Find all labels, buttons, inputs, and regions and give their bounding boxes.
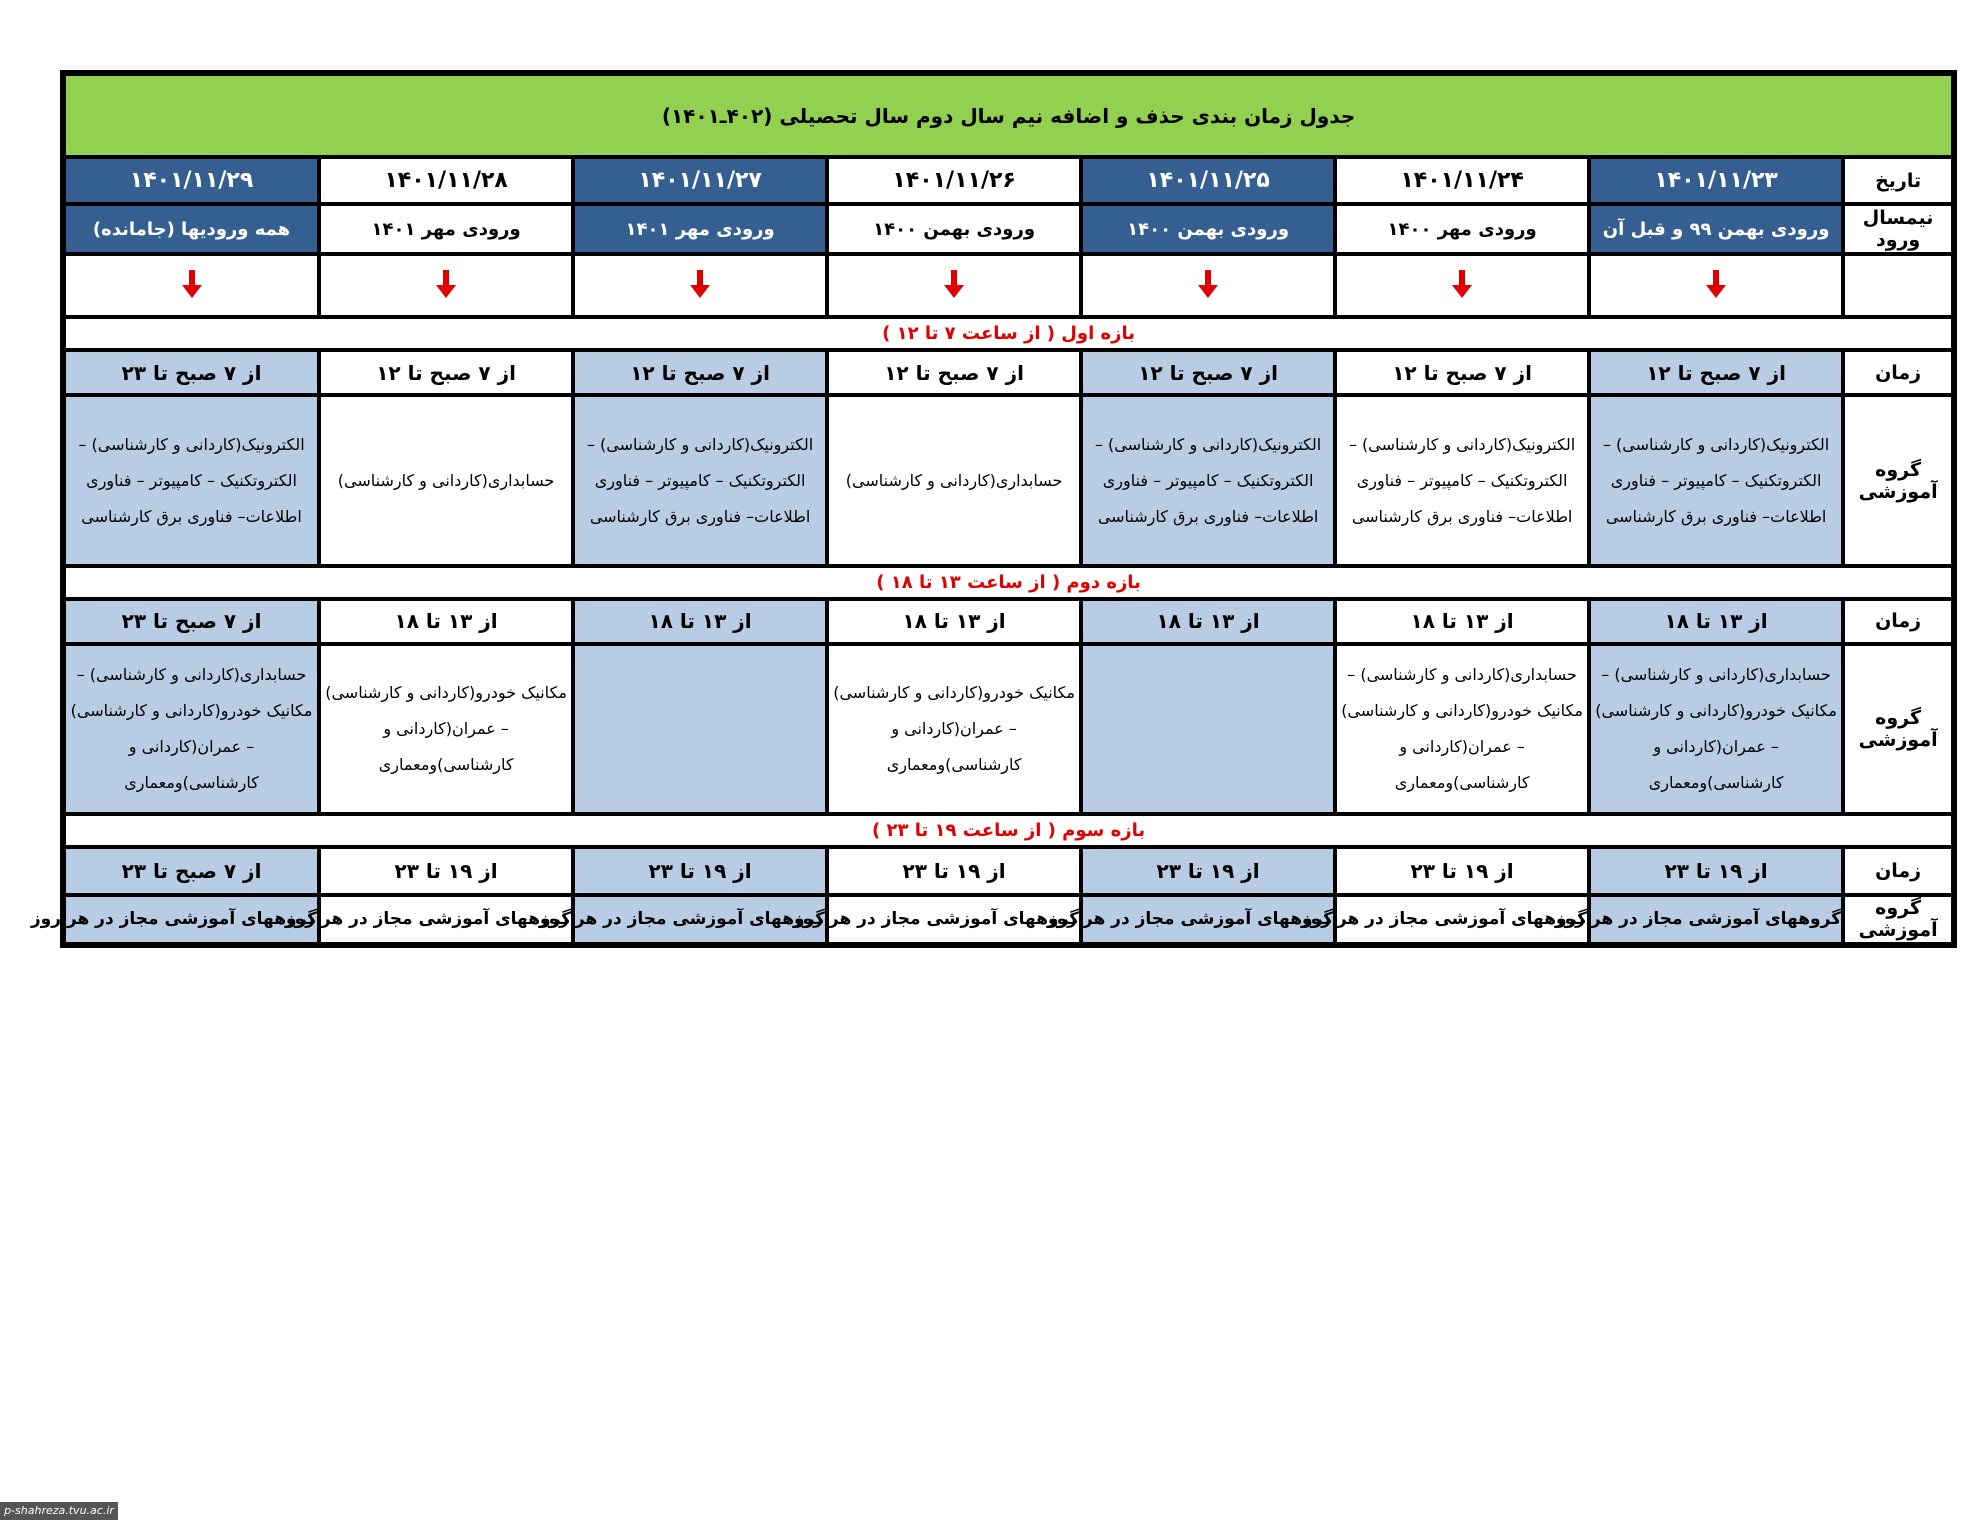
period-1-time-row xyxy=(63,350,1954,395)
groups-cell: الکترونیک(کاردانی و کارشناسی) – الکتروتکنیک – کامپیوتر – فناوری اطلاعات– فناوری برق کارشناسی xyxy=(63,395,319,565)
label-group: گروه آموزشی xyxy=(1843,644,1954,814)
arrow-cell xyxy=(573,254,827,318)
arrow-cell xyxy=(827,254,1081,318)
label-date: تاریخ xyxy=(1843,157,1954,204)
period-3-header: بازه سوم ( از ساعت ۱۹ تا ۲۳ ) xyxy=(63,814,1954,847)
time-cell: از ۷ صبح تا ۱۲ xyxy=(573,350,827,395)
groups-cell xyxy=(573,644,827,814)
groups-cell: حسابداری(کاردانی و کارشناسی) xyxy=(827,395,1081,565)
entry-cell: همه ورودیها (جامانده) xyxy=(63,204,319,253)
allowed-groups-cell: گروههای آموزشی مجاز در هر روز xyxy=(573,895,827,945)
date-cell: ۱۴۰۱/۱۱/۲۵ xyxy=(1081,157,1335,204)
groups-cell: الکترونیک(کاردانی و کارشناسی) – الکتروتکنیک – کامپیوتر – فناوری اطلاعات– فناوری برق کارشناسی xyxy=(1335,395,1589,565)
allowed-groups-cell: گروههای آموزشی مجاز در هر روز xyxy=(1081,895,1335,945)
period-3-time-row xyxy=(63,847,1954,894)
date-cell: ۱۴۰۱/۱۱/۲۸ xyxy=(319,157,573,204)
time-cell: از ۷ صبح تا ۱۲ xyxy=(1081,350,1335,395)
period-1-groups-row xyxy=(63,395,1954,565)
groups-cell: مکانیک خودرو(کاردانی و کارشناسی) – عمران(کاردانی و کارشناسی)ومعماری xyxy=(827,644,1081,814)
date-cell: ۱۴۰۱/۱۱/۲۷ xyxy=(573,157,827,204)
time-cell: از ۷ صبح تا ۱۲ xyxy=(319,350,573,395)
arrow-down-icon xyxy=(689,269,711,299)
entry-cell: ورودی مهر ۱۴۰۰ xyxy=(1335,204,1589,253)
label-group: گروه آموزشی xyxy=(1843,395,1954,565)
time-cell: از ۱۹ تا ۲۳ xyxy=(319,847,573,894)
time-cell: از ۷ صبح تا ۲۳ xyxy=(63,599,319,644)
arrow-cell xyxy=(1335,254,1589,318)
time-cell: از ۱۳ تا ۱۸ xyxy=(319,599,573,644)
entry-cell: ورودی بهمن ۱۴۰۰ xyxy=(1081,204,1335,253)
arrow-down-icon xyxy=(943,269,965,299)
arrow-row-label xyxy=(1843,254,1954,318)
table-title: جدول زمان بندی حذف و اضافه نیم سال دوم سال تحصیلی (۴۰۲ـ۱۴۰۱) xyxy=(63,73,1954,157)
groups-cell: حسابداری(کاردانی و کارشناسی) – مکانیک خودرو(کاردانی و کارشناسی) – عمران(کاردانی و کارشناسی)ومعماری xyxy=(63,644,319,814)
period-3-groups-row xyxy=(63,895,1954,945)
date-cell: ۱۴۰۱/۱۱/۲۳ xyxy=(1589,157,1843,204)
arrow-down-icon xyxy=(1451,269,1473,299)
allowed-groups-cell: گروههای آموزشی مجاز در هر روز xyxy=(319,895,573,945)
groups-cell: حسابداری(کاردانی و کارشناسی) – مکانیک خودرو(کاردانی و کارشناسی) – عمران(کاردانی و کارشناسی)ومعماری xyxy=(1589,644,1843,814)
label-group: گروه آموزشی xyxy=(1843,895,1954,945)
arrow-cell xyxy=(1589,254,1843,318)
time-cell: از ۷ صبح تا ۱۲ xyxy=(1335,350,1589,395)
entry-cell: ورودی مهر ۱۴۰۱ xyxy=(319,204,573,253)
time-cell: از ۷ صبح تا ۱۲ xyxy=(827,350,1081,395)
time-cell: از ۱۳ تا ۱۸ xyxy=(827,599,1081,644)
time-cell: از ۱۹ تا ۲۳ xyxy=(1081,847,1335,894)
time-cell: از ۱۳ تا ۱۸ xyxy=(1589,599,1843,644)
groups-cell: حسابداری(کاردانی و کارشناسی) – مکانیک خودرو(کاردانی و کارشناسی) – عمران(کاردانی و کارشناسی)ومعماری xyxy=(1335,644,1589,814)
entry-row xyxy=(63,204,1954,253)
watermark: p-shahreza.tvu.ac.ir xyxy=(0,1502,118,1520)
groups-cell: الکترونیک(کاردانی و کارشناسی) – الکتروتکنیک – کامپیوتر – فناوری اطلاعات– فناوری برق کارشناسی xyxy=(1589,395,1843,565)
time-cell: از ۱۳ تا ۱۸ xyxy=(1335,599,1589,644)
date-cell: ۱۴۰۱/۱۱/۲۹ xyxy=(63,157,319,204)
allowed-groups-cell: گروههای آموزشی مجاز در هر روز xyxy=(1335,895,1589,945)
time-cell: از ۱۹ تا ۲۳ xyxy=(573,847,827,894)
date-row xyxy=(63,157,1954,204)
arrow-cell xyxy=(319,254,573,318)
allowed-groups-cell: گروههای آموزشی مجاز در هر روز xyxy=(827,895,1081,945)
allowed-groups-cell: گروههای آموزشی مجاز در هر روز xyxy=(63,895,319,945)
period-2-time-row xyxy=(63,599,1954,644)
time-cell: از ۷ صبح تا ۲۳ xyxy=(63,847,319,894)
arrow-cell xyxy=(63,254,319,318)
period-1-header: بازه اول ( از ساعت ۷ تا ۱۲ ) xyxy=(63,317,1954,350)
groups-cell: حسابداری(کاردانی و کارشناسی) xyxy=(319,395,573,565)
groups-cell: مکانیک خودرو(کاردانی و کارشناسی) – عمران(کاردانی و کارشناسی)ومعماری xyxy=(319,644,573,814)
arrow-down-icon xyxy=(181,269,203,299)
period-2-header: بازه دوم ( از ساعت ۱۳ تا ۱۸ ) xyxy=(63,566,1954,599)
time-cell: از ۱۹ تا ۲۳ xyxy=(827,847,1081,894)
arrow-down-icon xyxy=(435,269,457,299)
arrow-cell xyxy=(1081,254,1335,318)
label-time: زمان xyxy=(1843,847,1954,894)
time-cell: از ۷ صبح تا ۱۲ xyxy=(1589,350,1843,395)
entry-cell: ورودی مهر ۱۴۰۱ xyxy=(573,204,827,253)
arrow-row xyxy=(63,254,1954,318)
date-cell: ۱۴۰۱/۱۱/۲۶ xyxy=(827,157,1081,204)
time-cell: از ۱۹ تا ۲۳ xyxy=(1589,847,1843,894)
label-time: زمان xyxy=(1843,599,1954,644)
time-cell: از ۱۳ تا ۱۸ xyxy=(573,599,827,644)
schedule-table xyxy=(30,70,1957,948)
label-time: زمان xyxy=(1843,350,1954,395)
arrow-down-icon xyxy=(1705,269,1727,299)
groups-cell: الکترونیک(کاردانی و کارشناسی) – الکتروتکنیک – کامپیوتر – فناوری اطلاعات– فناوری برق کارشناسی xyxy=(1081,395,1335,565)
period-2-groups-row xyxy=(63,644,1954,814)
entry-cell: ورودی بهمن ۹۹ و قبل آن xyxy=(1589,204,1843,253)
allowed-groups-cell: گروههای آموزشی مجاز در هر روز xyxy=(1589,895,1843,945)
time-cell: از ۷ صبح تا ۲۳ xyxy=(63,350,319,395)
groups-cell xyxy=(1081,644,1335,814)
time-cell: از ۱۳ تا ۱۸ xyxy=(1081,599,1335,644)
groups-cell: الکترونیک(کاردانی و کارشناسی) – الکتروتکنیک – کامپیوتر – فناوری اطلاعات– فناوری برق کارشناسی xyxy=(573,395,827,565)
date-cell: ۱۴۰۱/۱۱/۲۴ xyxy=(1335,157,1589,204)
time-cell: از ۱۹ تا ۲۳ xyxy=(1335,847,1589,894)
entry-cell: ورودی بهمن ۱۴۰۰ xyxy=(827,204,1081,253)
arrow-down-icon xyxy=(1197,269,1219,299)
label-entry: نیمسال ورود xyxy=(1843,204,1954,253)
